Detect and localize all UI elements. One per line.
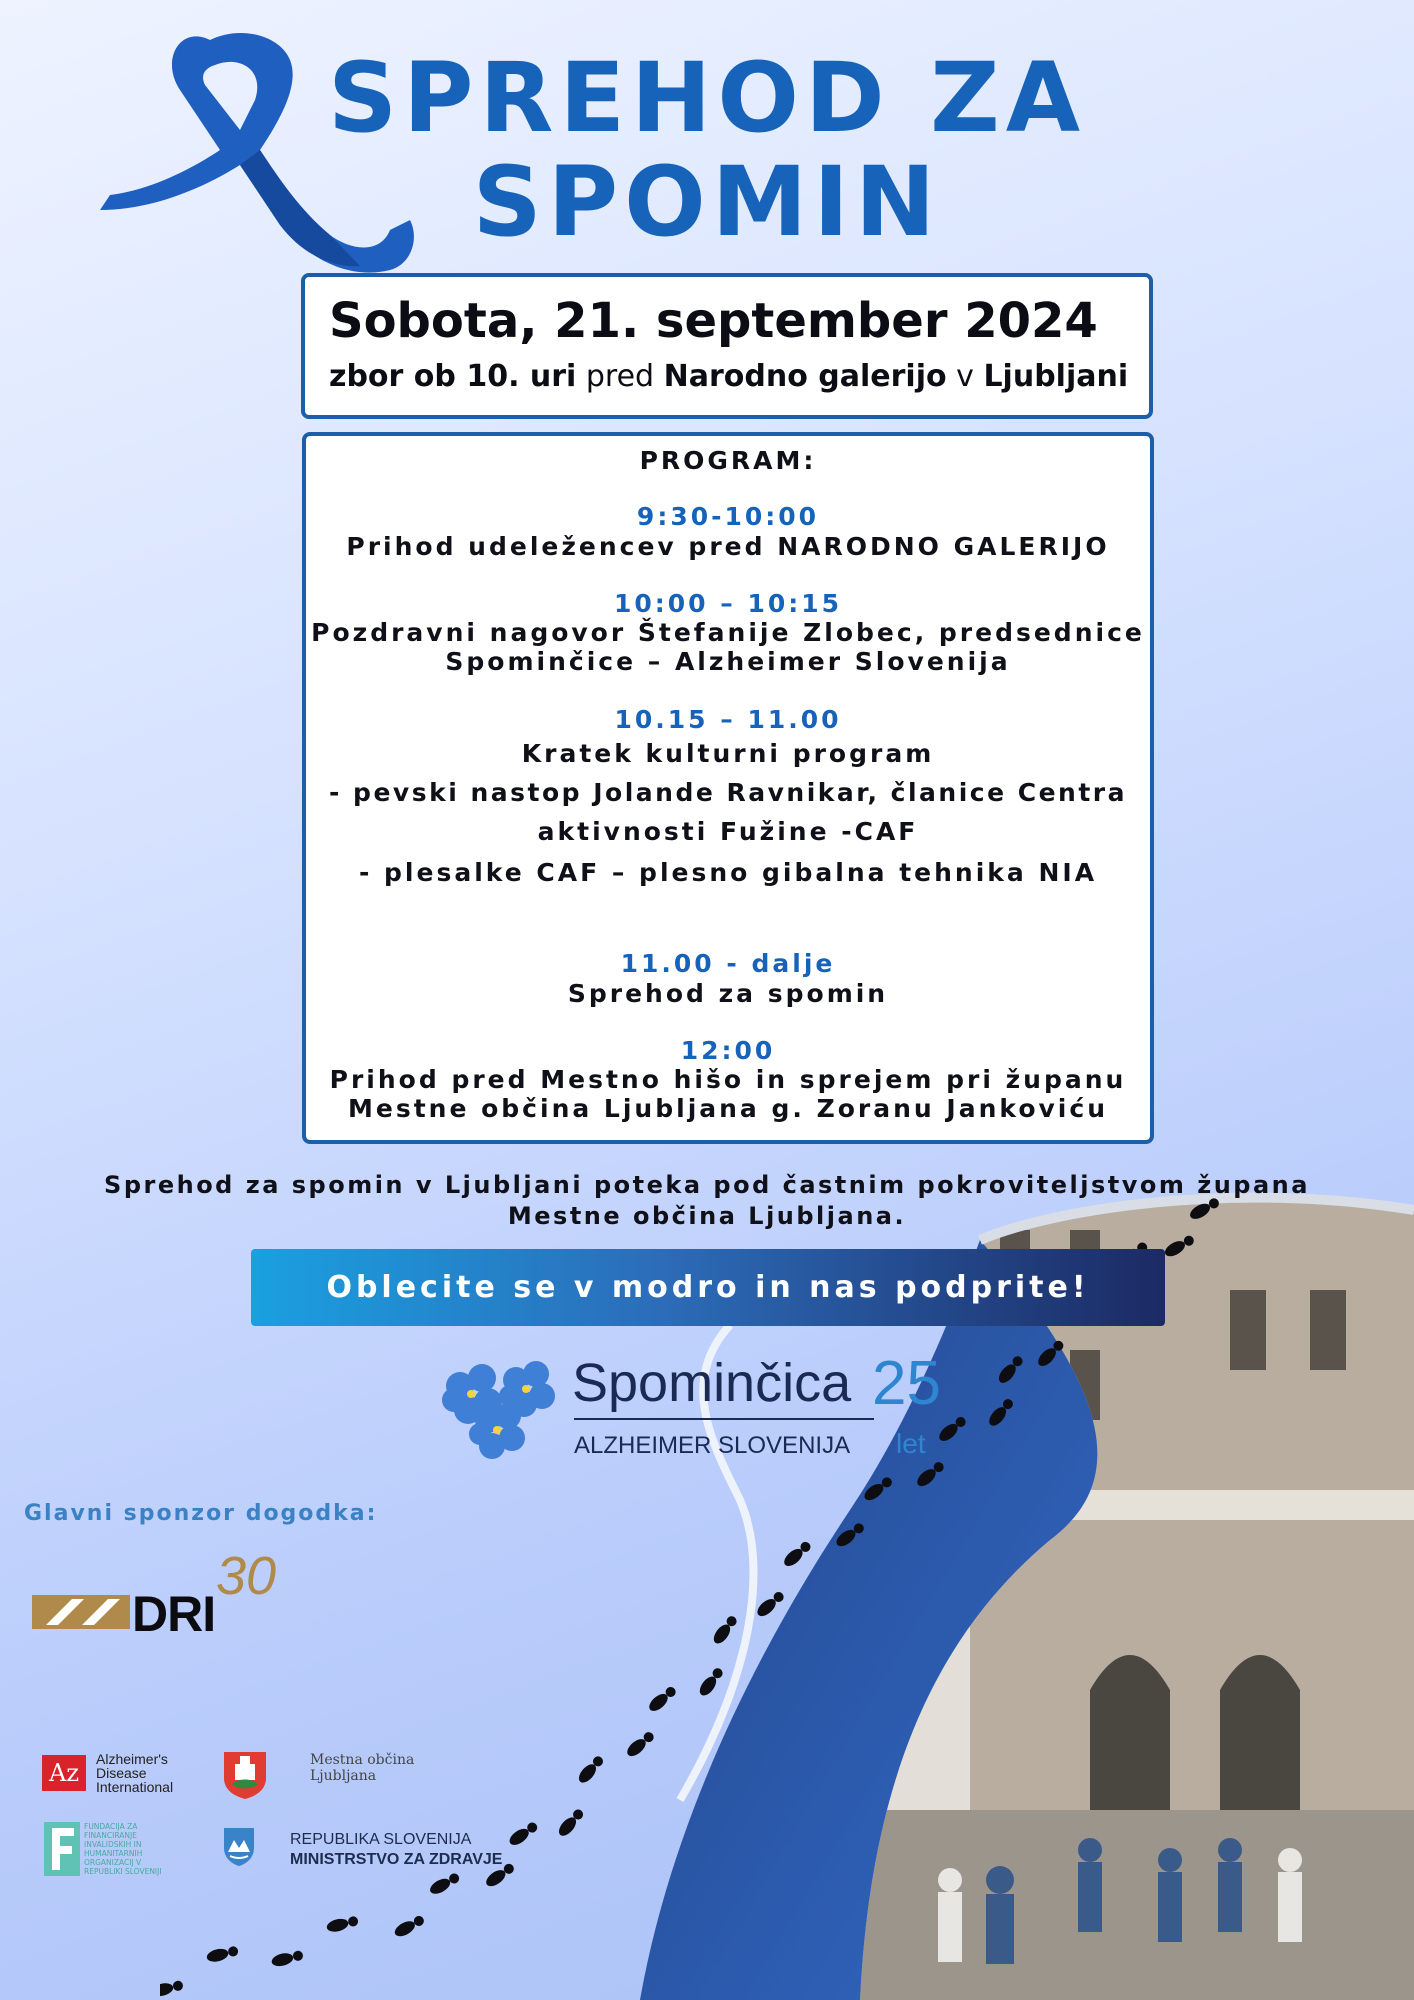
program-time: 10:00 – 10:15 <box>613 589 843 618</box>
footprint-icon <box>996 1354 1026 1386</box>
program-line: Mestne občina Ljubljana g. Zoranu Jankoviću <box>347 1094 1108 1123</box>
spomincica-subtitle: ALZHEIMER SLOVENIJA <box>574 1432 851 1459</box>
dri-logo <box>32 1545 292 1642</box>
footprint-icon <box>624 1729 656 1759</box>
adi-line-3: International <box>96 1780 174 1792</box>
spomincica-name: Spominčica <box>572 1353 852 1413</box>
program-time: 9:30-10:00 <box>636 502 820 531</box>
program-line: Prihod udeležencev pred NARODNO GALERIJO <box>346 532 1110 561</box>
program-line: Prihod pred Mestno hišo in sprejem pri županu <box>329 1065 1127 1094</box>
main-sponsor-label: Glavni sponzor dogodka: <box>24 1501 378 1526</box>
program-line: Pozdravni nagovor Štefanije Zlobec, predsednice <box>311 618 1145 647</box>
footprint-icon <box>914 1459 946 1489</box>
event-title-line-2: SPOMIN <box>472 146 942 258</box>
patronage-line-1: Sprehod za spomin v Ljubljani poteka pod častnim pokroviteljstvom župana <box>104 1171 1310 1199</box>
footprint-icon <box>160 1979 184 1998</box>
footprint-icon <box>428 1871 462 1897</box>
spomincica-logo <box>438 1349 978 1462</box>
program-line: Spominčice – Alzheimer Slovenija <box>445 647 1011 676</box>
forget-me-not-flower-icon <box>438 1358 578 1462</box>
program-box <box>302 432 1154 1144</box>
footprint-icon <box>205 1944 239 1963</box>
ljubljana-coat-of-arms-icon <box>222 1750 268 1800</box>
spomincica-number: 25 <box>872 1349 941 1418</box>
fihio-logo <box>44 1822 166 1876</box>
footprint-icon <box>556 1807 586 1839</box>
ministry-line-2: MINISTRSTVO ZA ZDRAVJE <box>290 1851 503 1868</box>
footprint-icon <box>392 1913 426 1939</box>
ministry-line-1: REPUBLIKA SLOVENIJA <box>290 1831 472 1848</box>
fihio-mark-icon <box>44 1822 80 1876</box>
program-heading: PROGRAM: <box>639 446 817 475</box>
dri-mark-icon <box>32 1595 130 1629</box>
spomincica-years-label: let <box>896 1428 926 1459</box>
footprint-icon <box>507 1820 540 1848</box>
footprint-icon <box>986 1396 1016 1428</box>
adi-line-2: Disease <box>96 1765 147 1781</box>
program-line: - plesalke CAF – plesno gibalna tehnika NIA <box>358 858 1098 887</box>
adi-logo <box>42 1752 202 1792</box>
fihio-text: FUNDACIJA ZA FINANCIRANJE INVALIDSKIH IN HUMANITARNIH ORGANIZACIJ V REPUBLIKI SLOVENIJI <box>84 1822 162 1876</box>
footprint-icon <box>325 1914 359 1933</box>
footprint-icon <box>834 1521 867 1550</box>
footprint-icon <box>576 1754 606 1786</box>
footprint-icon <box>781 1539 813 1569</box>
event-title-line-1: SPREHOD ZA <box>328 42 1086 154</box>
dri-anniversary: 30 <box>216 1546 277 1606</box>
mol-line-2: Ljubljana <box>310 1768 377 1784</box>
program-time: 11.00 - dalje <box>620 949 836 978</box>
program-line: aktivnosti Fužine -CAF <box>537 817 919 846</box>
footprint-icon <box>697 1666 726 1699</box>
footprint-icon <box>270 1949 304 1968</box>
footprint-icon <box>646 1684 678 1714</box>
footprint-icon <box>754 1589 786 1619</box>
footprint-icon <box>862 1475 895 1504</box>
mol-logo-text <box>310 1752 414 1784</box>
ministry-logo-text <box>290 1830 502 1870</box>
footprint-icon <box>1162 1233 1196 1259</box>
date-box <box>301 273 1153 419</box>
program-line: Kratek kulturni program <box>521 739 935 768</box>
program-line: Sprehod za spomin <box>567 979 889 1008</box>
event-date: Sobota, 21. september 2024 <box>329 293 1098 349</box>
footprint-icon <box>711 1614 740 1647</box>
mol-line-1: Mestna občina <box>310 1752 415 1768</box>
program-time: 10.15 – 11.00 <box>614 705 842 734</box>
adi-line-1: Alzheimer's <box>96 1751 168 1767</box>
meeting-info: zbor ob 10. uri pred Narodno galerijo v Ljubljani <box>329 359 1129 394</box>
patronage-line-2: Mestne občina Ljubljana. <box>507 1202 907 1230</box>
call-to-action-banner: Oblecite se v modro in nas podprite! <box>251 1249 1165 1326</box>
logo-divider <box>574 1418 874 1420</box>
footprint-icon <box>1035 1338 1066 1369</box>
dri-wordmark: DRI <box>132 1586 216 1642</box>
adi-mark-icon: Az <box>42 1755 86 1791</box>
program-line: - pevski nastop Jolande Ravnikar, članice Centra <box>328 778 1128 807</box>
slovenia-coat-of-arms-icon <box>222 1826 256 1868</box>
program-time: 12:00 <box>680 1036 776 1065</box>
